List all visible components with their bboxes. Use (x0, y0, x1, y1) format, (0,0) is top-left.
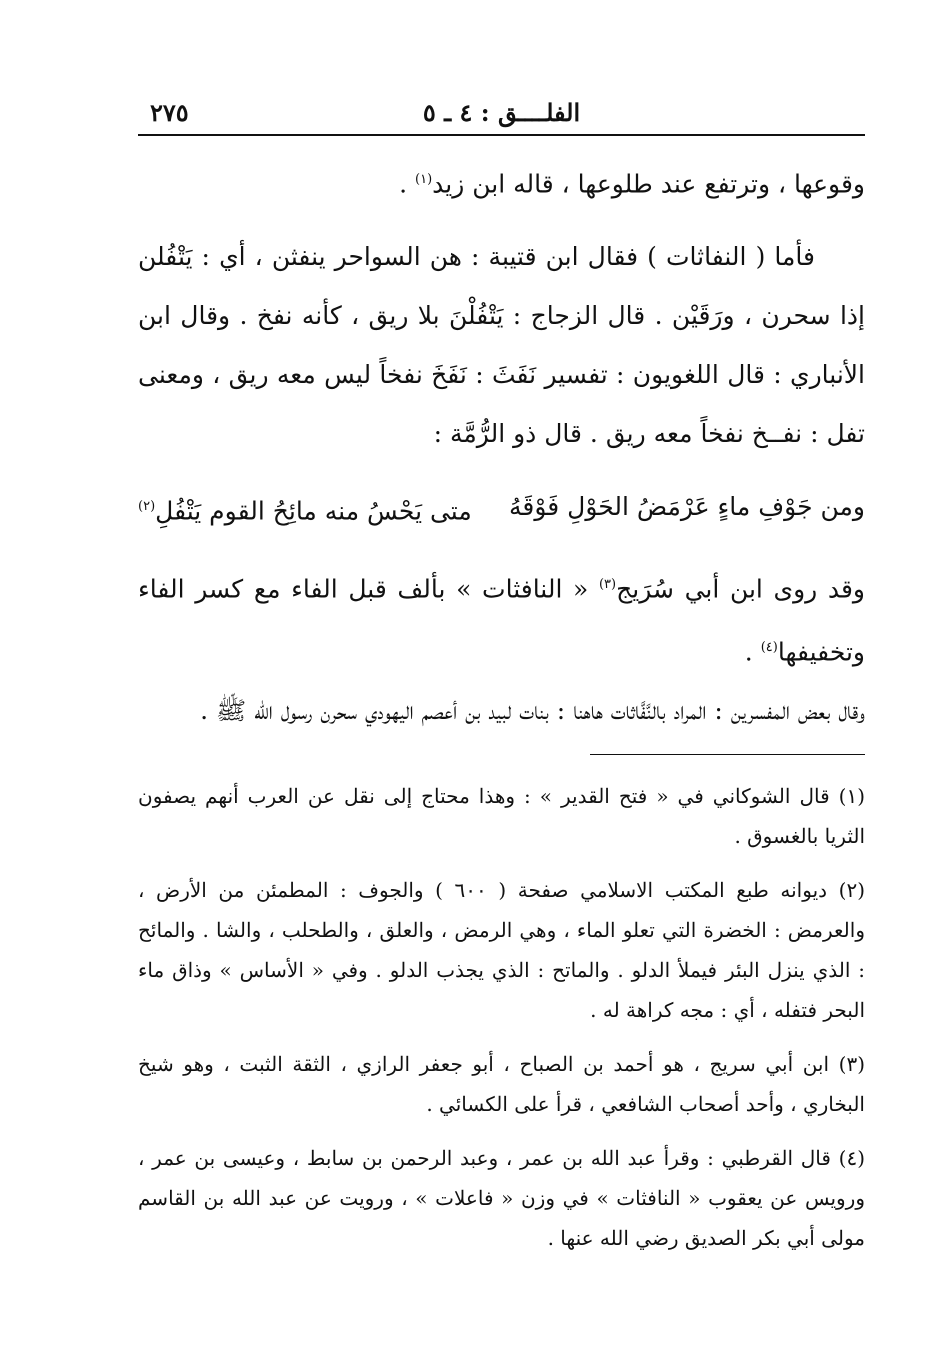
paragraph-nafathat: فأما ( النفاثات ) فقال ابن قتيبة : هن السواحر ينفثن ، أي : يَتْفُلن إذا سحرن ، ورَقَيْن . قال الزجاج : يَتْفُلْنَ بلا ريق ، كأنه نفخ . وقال ابن الأنباري : قال اللغويون : تفسير نَفَثَ : نَفَخَ نفخاً ليس معه ريق ، ومعنى تفل : نفــخ نفخاً معه ريق . قال ذو الرُّمَّة : (138, 242, 865, 449)
footnotes (138, 776, 865, 1272)
paragraph-ibn-surayj: وقد روى ابن أبي سُرَيج$^{(٣)}$ « النافثات » بألف قبل الفاء مع كسر الفاء وتخفيفها$^{(٤)}$ . (138, 573, 865, 667)
header-rule (138, 134, 865, 136)
footnote-2: (٢) ديوانه طبع المكتب الاسلامي صفحة ( ٦٠٠ ) والجوف : المطمئن من الأرض ، والعرمض : الخضرة التي تعلو الماء ، وهي الرمض ، والعلق ، والطحلب ، والشا . والمائح : الذي ينزل البئر فيملأ الدلو . والماتح : الذي يجذب الدلو . وفي « الأساس » وذاق ماء البحر فتفله ، أي : مجه كراهة له . (138, 878, 866, 1022)
verse-second-hemistich: متى يَحْسُ منه مائِحُ القوم يَتْفُلِ$^{(٢)}$ (138, 496, 472, 526)
footnote-ref-2: (٢) (138, 499, 156, 515)
page-number: ٢٧٥ (150, 98, 189, 127)
footnote-ref-3: (٣) (598, 576, 617, 592)
text-line-1: وقوعها ، وترتفع عند طلوعها ، قاله ابن زيد$^{(١)}$ . (399, 169, 865, 199)
running-title: الفلــــق : ٤ ـ ٥ (422, 98, 581, 127)
footnote-4: (٤) قال القرطبي : وقرأ عبد الله بن عمر ، وعبد الرحمن بن سابط ، وعيسى بن عمر ، ورويس عن يعقوب « النافثات » في وزن « فاعلات » ، ورويت عن عبد الله بن القاسم مولى أبي بكر الصديق رضي الله عنها . (138, 1146, 865, 1250)
footnote-3: (٣) ابن أبي سريج ، هو أحمد بن الصباح ، أبو جعفر الرازي ، الثقة الثبت ، وهو شيخ البخاري ، وأحد أصحاب الشافعي ، قرأ على الكسائي . (138, 1052, 865, 1116)
footnote-1: (١) قال الشوكاني في « فتح القدير » : وهذا محتاج إلى نقل عن العرب أنهم يصفون الثريا بالغسوق . (138, 784, 865, 848)
page-header (138, 92, 865, 132)
footnote-separator (590, 754, 865, 755)
footnote-ref-1: (١) (415, 172, 433, 187)
main-text (138, 150, 865, 740)
footnote-ref-4: (٤) (760, 639, 778, 655)
poetry-verse (138, 477, 865, 540)
verse-first-hemistich: ومن جَوْفِ ماءٍ عَرْمَضُ الحَوْلِ فَوْقَهُ (508, 492, 865, 522)
paragraph-mufassirin: وقال بعض المفسرين : المراد بالنَّفَّاثات هاهنا : بنات لبيد بن أعصم اليهودي سحرن رسول الله ﷺ . (200, 696, 865, 726)
